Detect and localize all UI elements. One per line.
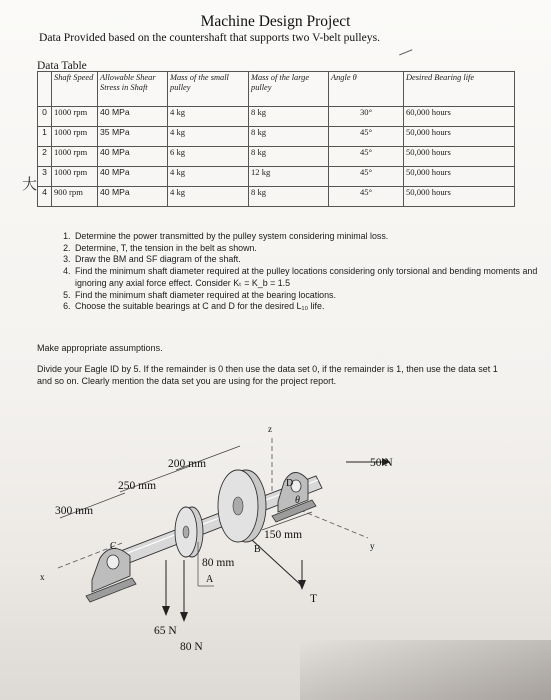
row-bearing-life: 50,000 hours (404, 187, 515, 207)
row-speed: 1000 rpm (52, 147, 98, 167)
row-bearing-life: 50,000 hours (404, 127, 515, 147)
row-large-pulley: 8 kg (249, 127, 329, 147)
row-large-pulley: 8 kg (249, 107, 329, 127)
dim-200-label: 200 mm (168, 458, 207, 470)
assumptions-note: Make appropriate assumptions. (37, 343, 163, 353)
question-item: 3. Draw the BM and SF diagram of the shaft. (73, 254, 543, 266)
row-large-pulley: 8 kg (249, 187, 329, 207)
row-stress: 40 MPa (98, 147, 168, 167)
handwritten-margin-mark: 大 (22, 177, 38, 193)
dim-300-label: 300 mm (55, 505, 94, 517)
row-stress: 40 MPa (98, 167, 168, 187)
row-bearing-life: 60,000 hours (404, 107, 515, 127)
table-header-bearing-life: Desired Bearing life (404, 72, 515, 107)
question-item: 1. Determine the power transmitted by the pulley system considering minimal loss. (73, 231, 543, 243)
row-small-pulley: 4 kg (168, 107, 249, 127)
row-bearing-life: 50,000 hours (404, 167, 515, 187)
row-large-pulley: 12 kg (249, 167, 329, 187)
question-item: 4. Find the minimum shaft diameter required at the pulley locations considering only torsional and bending moments and ignoring any axial force effect. Consider Kₜ = K_b = 1.5 (73, 266, 543, 289)
x-axis-label: x (40, 572, 45, 582)
label-t: T (310, 593, 318, 605)
page-subtitle: Data Provided based on the countershaft that supports two V-belt pulleys. (39, 31, 380, 44)
row-angle: 30° (329, 107, 404, 127)
row-angle: 45° (329, 127, 404, 147)
label-a: A (206, 574, 214, 585)
row-stress: 40 MPa (98, 107, 168, 127)
question-item: 6. Choose the suitable bearings at C and D for the desired L₁₀ life. (73, 301, 543, 313)
row-speed: 1000 rpm (52, 167, 98, 187)
force-65-arrow-head (162, 606, 170, 616)
row-index: 4 (38, 187, 52, 207)
tension-arrow-head (298, 580, 306, 590)
page-title: Machine Design Project (200, 13, 351, 30)
label-b: B (254, 544, 261, 555)
row-small-pulley: 4 kg (168, 187, 249, 207)
row-angle: 45° (329, 147, 404, 167)
data-set-instructions: Divide your Eagle ID by 5. If the remainder is 0 then use the data set 0, if the remainder is 1, then use the data set 1 and so on. Clearly mention the data set you are using for the project report. (37, 364, 498, 386)
pulley-b-hub (233, 497, 243, 515)
table-header-stress: Allowable Shear Stress in Shaft (98, 72, 168, 107)
row-stress: 40 MPa (98, 187, 168, 207)
row-angle: 45° (329, 167, 404, 187)
row-speed: 1000 rpm (52, 107, 98, 127)
force-50-label: 50 N (370, 457, 393, 469)
dim-80-label: 80 mm (202, 557, 235, 569)
table-header-speed: Shaft Speed (52, 72, 98, 107)
table-heading: Data Table (37, 60, 87, 72)
row-index: 3 (38, 167, 52, 187)
pulley-a-hub (183, 526, 189, 538)
z-axis-label: z (268, 424, 272, 434)
table-header-small-pulley: Mass of the small pulley (168, 72, 249, 107)
row-small-pulley: 6 kg (168, 147, 249, 167)
row-large-pulley: 8 kg (249, 147, 329, 167)
force-65-label: 65 N (154, 625, 177, 637)
row-speed: 1000 rpm (52, 127, 98, 147)
question-item: 5. Find the minimum shaft diameter required at the bearing locations. (73, 290, 543, 302)
y-axis-line (300, 510, 368, 538)
belt-line (252, 540, 302, 586)
bearing-c-bore (107, 555, 119, 569)
question-item: 2. Determine, T, the tension in the belt as shown. (73, 243, 543, 255)
y-axis-label: y (370, 541, 375, 551)
row-angle: 45° (329, 187, 404, 207)
dim-250-label: 250 mm (118, 480, 157, 492)
row-small-pulley: 4 kg (168, 127, 249, 147)
row-small-pulley: 4 kg (168, 167, 249, 187)
table-header-large-pulley: Mass of the large pulley (249, 72, 329, 107)
force-80-label: 80 N (180, 641, 203, 653)
row-index: 1 (38, 127, 52, 147)
dim-150-label: 150 mm (264, 529, 303, 541)
label-theta: θ (295, 495, 300, 506)
label-d: D (286, 478, 294, 489)
row-speed: 900 rpm (52, 187, 98, 207)
table-header-angle: Angle θ (329, 72, 404, 107)
label-c: C (110, 541, 117, 552)
force-80-arrow-head (180, 612, 188, 622)
row-bearing-life: 50,000 hours (404, 147, 515, 167)
row-stress: 35 MPa (98, 127, 168, 147)
row-index: 2 (38, 147, 52, 167)
row-index: 0 (38, 107, 52, 127)
